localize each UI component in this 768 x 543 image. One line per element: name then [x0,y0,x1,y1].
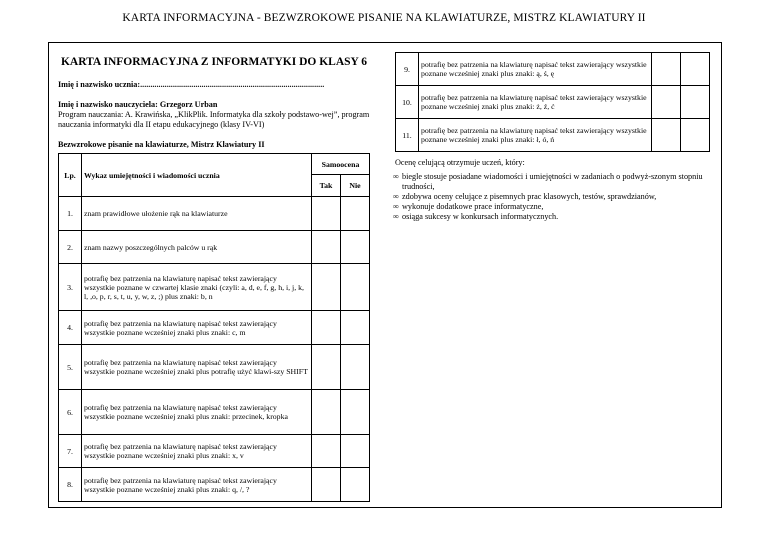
row-number: 6. [59,390,82,435]
tak-checkbox[interactable] [312,197,341,231]
criterion-text: wykonuje dodatkowe prace informatyczne, [402,202,544,211]
table-row [59,231,370,264]
info-card [58,52,370,150]
header-no: Nie [341,175,370,197]
tak-checkbox[interactable] [312,264,341,311]
row-text: potrafię bez patrzenia na klawiaturę napisać tekst zawierający wszystkie poznane wcześniej znaki plus znaki: ż, ź, ć [419,86,652,119]
row-number: 3. [59,264,82,311]
row-number: 2. [59,231,82,264]
header-yes: Tak [312,175,341,197]
infinity-bullet-icon: ∞ [393,172,399,181]
tak-checkbox[interactable] [312,231,341,264]
tak-checkbox[interactable] [652,119,681,152]
row-text: potrafię bez patrzenia na klawiaturę napisać tekst zawierający wszystkie poznane wcześniej znaki plus znaki: q, /, ? [82,468,312,502]
table-row [59,264,370,311]
header-lp: Lp. [59,154,82,197]
table-row [59,435,370,468]
page-header: KARTA INFORMACYJNA - BEZWZROKOWE PISANIE NA KLAWIATURZE, MISTRZ KLAWIATURY II [122,12,646,24]
nie-checkbox[interactable] [341,197,370,231]
row-number: 10. [396,86,419,119]
criterion-text: zdobywa oceny celujące z pisemnych prac klasowych, testów, sprawdzianów, [402,192,657,201]
section-label: Bezwzrokowe pisanie na klawiaturze, Mistrz Klawiatury II [58,140,265,149]
table-row [59,311,370,345]
table-row [59,390,370,435]
nie-checkbox[interactable] [681,86,710,119]
nie-checkbox[interactable] [341,390,370,435]
row-text: potrafię bez patrzenia na klawiaturę napisać tekst zawierający wszystkie poznane wcześniej znaki plus znaki: c, m [82,311,312,345]
criterion-text: osiąga sukcesy w konkursach informatycznych. [402,212,559,221]
list-item [393,192,711,202]
nie-checkbox[interactable] [341,231,370,264]
tak-checkbox[interactable] [312,311,341,345]
row-text: znam nazwy poszczególnych palców u rąk [82,231,312,264]
table-row [59,345,370,390]
infinity-bullet-icon: ∞ [393,202,399,211]
row-number: 4. [59,311,82,345]
criterion-text: biegle stosuje posiadane wiadomości i umiejętności w zadaniach o podwyż-szonym stopniu trudności, [402,172,703,191]
list-item [393,202,711,212]
row-number: 1. [59,197,82,231]
nie-checkbox[interactable] [341,345,370,390]
tak-checkbox[interactable] [312,345,341,390]
table-row [396,119,710,152]
list-item [393,212,711,222]
row-text: potrafię bez patrzenia na klawiaturę napisać tekst zawierający wszystkie poznane wcześniej znaki plus znaki: ł, ó, ń [419,119,652,152]
grade-intro: Ocenę celującą otrzymuje uczeń, który: [395,158,525,167]
tak-checkbox[interactable] [312,390,341,435]
list-item [393,172,711,192]
tak-checkbox[interactable] [312,435,341,468]
header-self: Samoocena [312,154,370,175]
teacher-name-label: Imię i nazwisko nauczyciela: Grzegorz Urban [58,100,218,109]
tak-checkbox[interactable] [652,86,681,119]
table-row [59,197,370,231]
grade-criteria-list [393,172,711,222]
skills-table [58,153,370,502]
row-number: 9. [396,53,419,86]
row-text: potrafię bez patrzenia na klawiaturę napisać tekst zawierający wszystkie poznane wcześniej znaki plus potrafię użyć klawi-szy SHIFT [82,345,312,390]
row-text: potrafię bez patrzenia na klawiaturę napisać tekst zawierający wszystkie poznane wcześniej znaki plus znaki: x, v [82,435,312,468]
nie-checkbox[interactable] [681,53,710,86]
nie-checkbox[interactable] [341,264,370,311]
program-text: Program nauczania: A. Krawińska, „KlikPlik. Informatyka dla szkoły podstawo-wej”, program nauczania informatyki dla II etapu edukacyjnego (klasy IV-VI) [58,110,370,129]
row-text: potrafię bez patrzenia na klawiaturę napisać tekst zawierający wszystkie poznane w czwartej klasie znaki (czyli: a, d, e, f, g, h, i, j, k, l, ,o, p, r, s, t, u, y, w, z, ;) plus znaki: b, n [82,264,312,311]
card-title: KARTA INFORMACYJNA Z INFORMATYKI DO KLASY 6 [60,56,368,68]
tak-checkbox[interactable] [312,468,341,502]
table-row [396,53,710,86]
student-name-label: Imię i nazwisko ucznia:.......................................................................................... [58,80,325,89]
skills-table-continued [395,52,710,152]
table-row [59,468,370,502]
infinity-bullet-icon: ∞ [393,212,399,221]
row-number: 5. [59,345,82,390]
nie-checkbox[interactable] [341,468,370,502]
row-number: 7. [59,435,82,468]
row-number: 8. [59,468,82,502]
nie-checkbox[interactable] [341,311,370,345]
table-row [396,86,710,119]
infinity-bullet-icon: ∞ [393,192,399,201]
header-skills: Wykaz umiejętności i wiadomości ucznia [82,154,312,197]
nie-checkbox[interactable] [681,119,710,152]
row-text: potrafię bez patrzenia na klawiaturę napisać tekst zawierający wszystkie poznane wcześniej znaki plus znaki: przecinek, kropka [82,390,312,435]
row-text: potrafię bez patrzenia na klawiaturę napisać tekst zawierający wszystkie poznane wcześniej znaki plus znaki: ą, ś, ę [419,53,652,86]
row-number: 11. [396,119,419,152]
row-text: znam prawidłowe ułożenie rąk na klawiaturze [82,197,312,231]
nie-checkbox[interactable] [341,435,370,468]
tak-checkbox[interactable] [652,53,681,86]
